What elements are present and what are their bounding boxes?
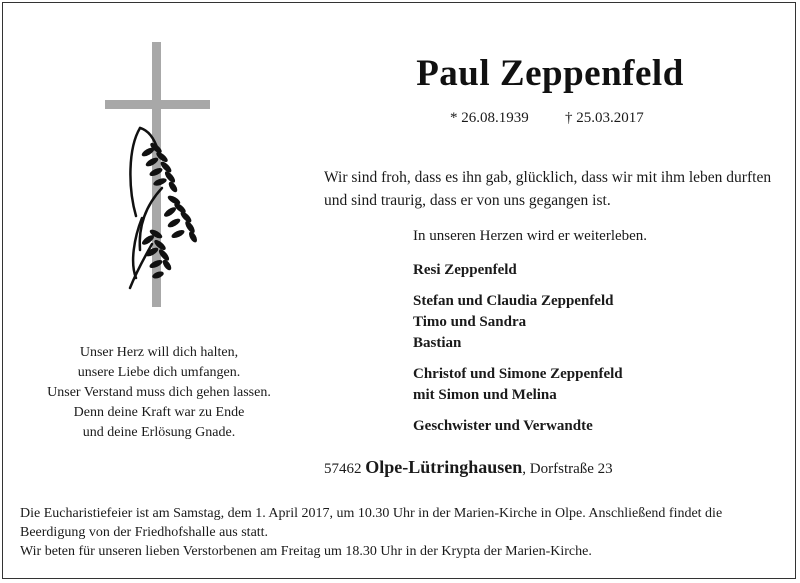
mourner-group <box>413 291 623 354</box>
hearts-line: In unseren Herzen wird er weiterleben. <box>413 228 648 244</box>
mourner-line: Bastian <box>413 335 462 351</box>
mourner-group <box>413 260 623 281</box>
mourner-line: Stefan und Claudia Zeppenfeld <box>413 293 614 309</box>
birth-date: * 26.08.1939 <box>450 110 529 126</box>
poem-line: Unser Herz will dich halten, <box>79 345 239 360</box>
address-zip: 57462 <box>324 461 362 477</box>
service-info <box>20 504 780 561</box>
service-info-mass: Die Eucharistiefeier ist am Samstag, dem 1. April 2017, um 10.30 Uhr in der Marien-Kirche in Olpe. Anschließend findet die Beerdigung von der Friedhofshalle aus statt. <box>20 506 723 540</box>
poem <box>18 343 300 443</box>
mourner-group <box>413 364 623 406</box>
cross-wheat-illustration <box>100 38 220 313</box>
service-info-prayer: Wir beten für unseren lieben Verstorbenen am Freitag um 18.30 Uhr in der Krypta der Marien-Kirche. <box>20 544 592 559</box>
death-date: † 25.03.2017 <box>565 110 644 126</box>
mourner-line: mit Simon und Melina <box>413 387 557 403</box>
address-place: Olpe-Lütringhausen <box>365 457 523 477</box>
mourner-line: Resi Zeppenfeld <box>413 262 517 278</box>
wheat-ears-icon <box>140 141 198 280</box>
poem-line: Denn deine Kraft war zu Ende <box>73 405 245 420</box>
poem-line: unsere Liebe dich umfangen. <box>77 365 241 380</box>
poem-line: und deine Erlösung Gnade. <box>82 425 236 440</box>
address-street: , Dorfstraße 23 <box>522 461 613 477</box>
poem-line: Unser Verstand muss dich gehen lassen. <box>47 385 271 400</box>
mourners-list <box>413 260 623 447</box>
mourner-group <box>413 416 623 437</box>
main-quote: Wir sind froh, dass es ihn gab, glücklich, dass wir mit ihm leben durften und sind traurig, dass er von uns gegangen ist. <box>324 169 772 209</box>
address-line <box>324 457 613 478</box>
mourner-line: Christof und Simone Zeppenfeld <box>413 366 623 382</box>
cross-horizontal-bar <box>105 100 210 109</box>
mourner-line: Timo und Sandra <box>413 314 527 330</box>
mourner-line: Geschwister und Verwandte <box>413 418 593 434</box>
deceased-name: Paul Zeppenfeld <box>416 53 684 94</box>
